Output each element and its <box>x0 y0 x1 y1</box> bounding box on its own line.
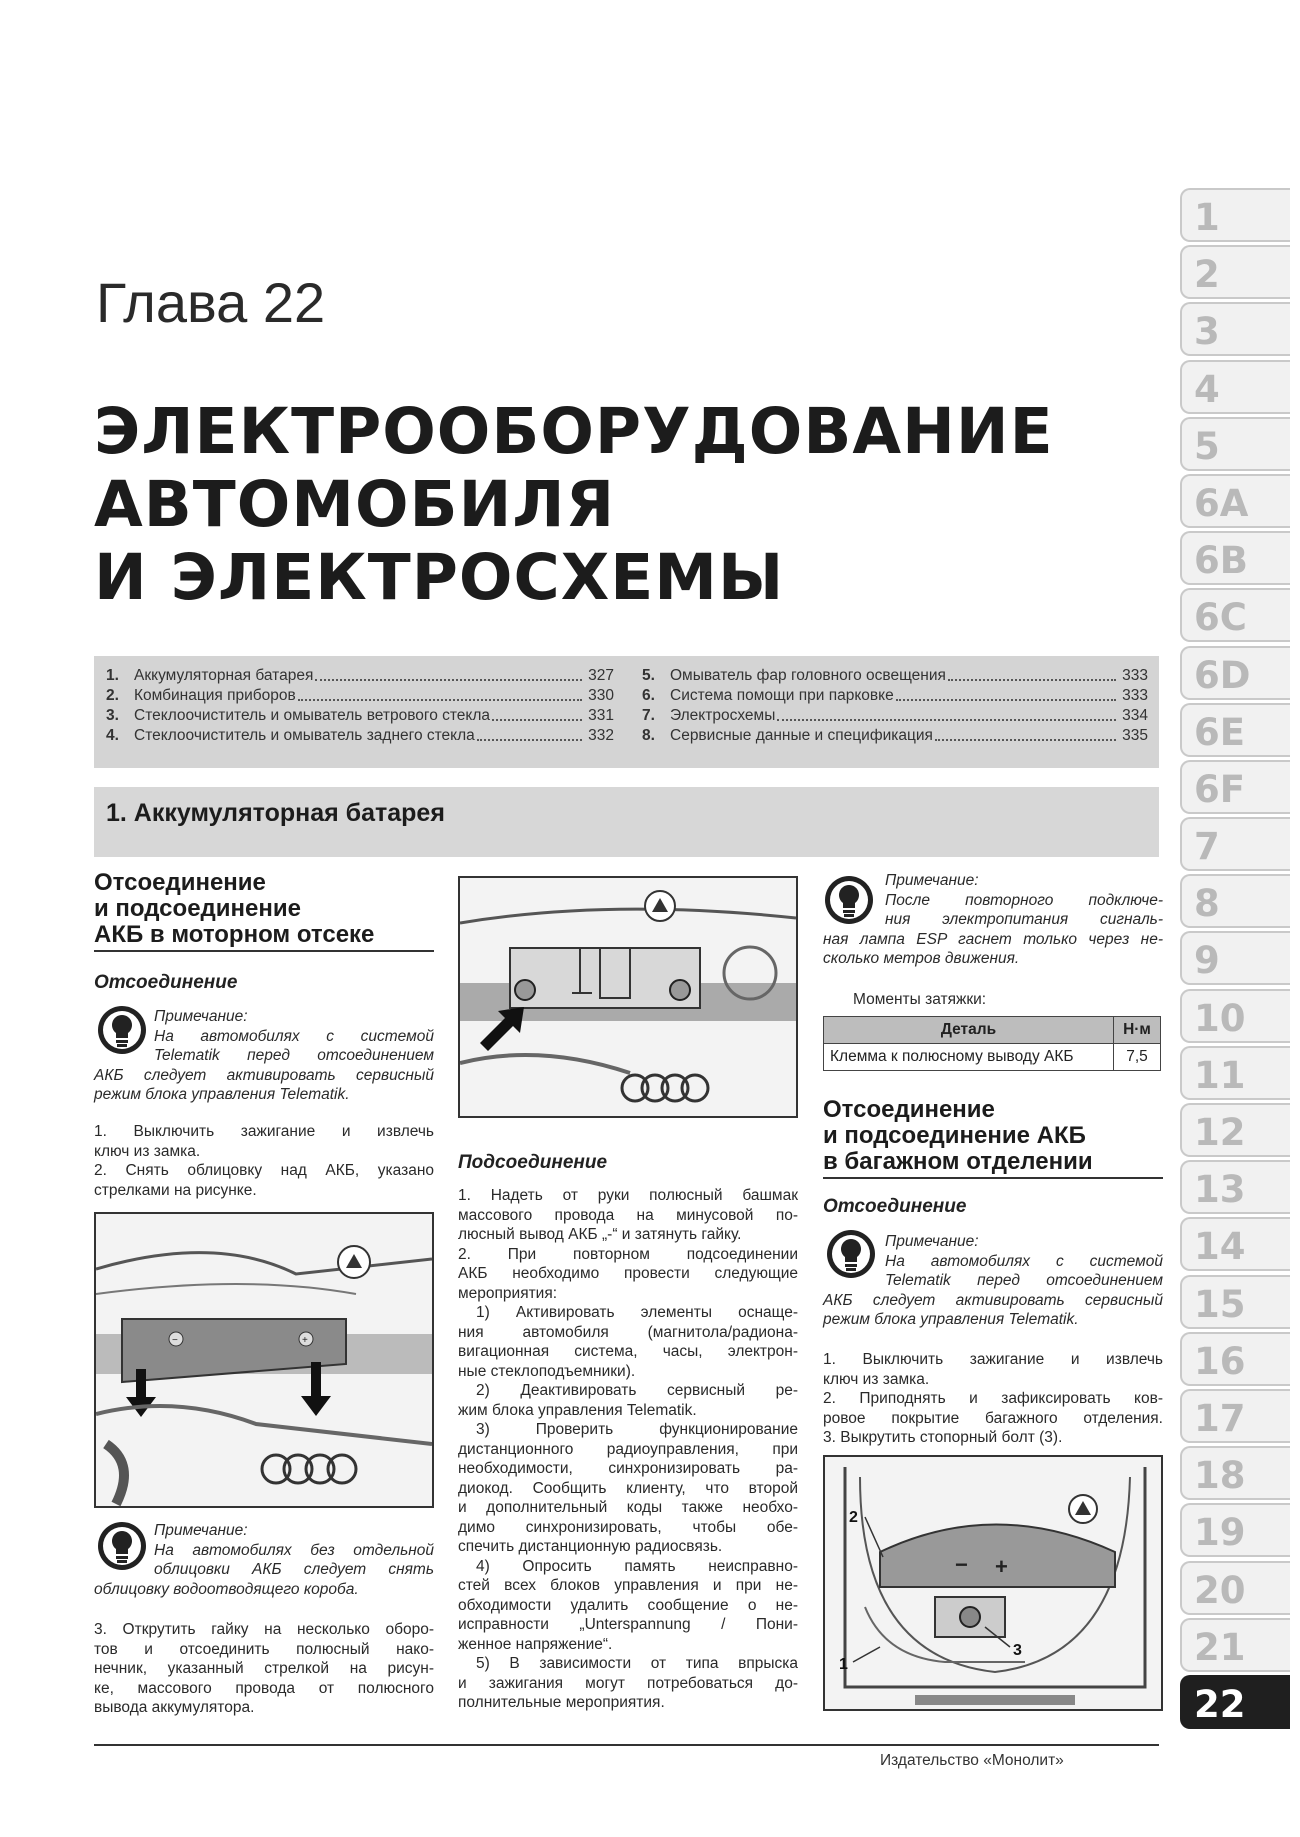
svg-text:+: + <box>302 1335 308 1346</box>
step-line: 3. Открутить гайку на несколько оборо- <box>94 1621 434 1638</box>
contents-item[interactable] <box>642 686 1148 706</box>
contents-item-number: 3. <box>106 707 119 724</box>
column-header: Н·м <box>1114 1017 1161 1044</box>
contents-item-title: Аккумуляторная батарея <box>134 667 314 684</box>
instruction-line: массового провода на минусовой по- <box>458 1206 798 1224</box>
contents-item-page: 333 <box>1122 687 1148 704</box>
chapter-tab-label: 8 <box>1194 882 1220 926</box>
note-line: На автомобилях с системой <box>885 1252 1163 1270</box>
subheading-disconnect: Отсоединение <box>94 972 238 993</box>
leader-dots <box>477 726 582 741</box>
contents-item-number: 7. <box>642 707 655 724</box>
contents-item-number: 4. <box>106 727 119 744</box>
section-title: 1. Аккумуляторная батарея <box>106 799 445 827</box>
footer-divider <box>94 1744 1159 1746</box>
chapter-tab-label: 18 <box>1194 1454 1246 1498</box>
note-line: АКБ следует активировать сервисный <box>94 1066 434 1084</box>
leader-dots <box>315 666 582 681</box>
leader-dots <box>777 706 1116 721</box>
contents-item-page: 330 <box>588 687 614 704</box>
chapter-tab-4[interactable] <box>1180 360 1290 414</box>
step-line: 2. Снять облицовку над АКБ, указано <box>94 1162 434 1179</box>
contents-item[interactable] <box>106 666 614 686</box>
table-cell: 7,5 <box>1114 1044 1161 1071</box>
chapter-tab-label: 10 <box>1194 996 1246 1040</box>
chapter-contents <box>94 656 1159 768</box>
contents-item-title: Электросхемы <box>670 707 776 724</box>
torque-table <box>823 1016 1161 1071</box>
chapter-tab-label: 20 <box>1194 1568 1246 1612</box>
note-line: облицовки АКБ следует снять <box>154 1561 434 1578</box>
instruction-line: 3) Проверить функционирование <box>476 1421 798 1438</box>
chapter-tab-label: 14 <box>1194 1225 1246 1269</box>
chapter-tab-label: 3 <box>1194 310 1220 354</box>
instruction-line: ния автомобиля (магнитола/радиона- <box>458 1323 798 1341</box>
chapter-tab-2[interactable] <box>1180 245 1290 299</box>
chapter-tab-label: 6E <box>1194 710 1246 754</box>
heading-line: и подсоединение АКБ <box>823 1122 1086 1149</box>
steps-list <box>94 1620 434 1718</box>
chapter-tab-1[interactable] <box>1180 188 1290 242</box>
instruction-line: ные стеклоподъемники). <box>458 1362 636 1380</box>
instruction-line: спечить дистанционную радиосвязь. <box>458 1538 723 1555</box>
step-line: ключ из замка. <box>823 1370 930 1388</box>
contents-item-number: 6. <box>642 687 655 704</box>
instruction-line: жим блока управления Telematik. <box>458 1401 697 1419</box>
chapter-tab-label: 6B <box>1194 539 1248 583</box>
instruction-line: необходимости, синхронизировать ра- <box>458 1460 798 1477</box>
instruction-line: обходимости удалить сообщение о не- <box>458 1596 798 1614</box>
chapter-tab-9[interactable] <box>1180 931 1290 985</box>
instruction-line: АКБ необходимо провести следующие <box>458 1265 798 1282</box>
chapter-tab-7[interactable] <box>1180 817 1290 871</box>
chapter-title-line: И ЭЛЕКТРОСХЕМЫ <box>94 541 785 614</box>
step-line: 1. Выключить зажигание и извлечь <box>823 1351 1163 1368</box>
chapter-tab-20[interactable] <box>1180 1561 1290 1615</box>
chapter-tab-label: 19 <box>1194 1511 1246 1555</box>
note-line: Telematik перед отсоединением <box>885 1272 1163 1289</box>
leader-dots <box>492 706 582 721</box>
table-row <box>824 1044 1161 1071</box>
table-cell: Клемма к полюсному выводу АКБ <box>824 1044 1114 1071</box>
note-line: После повторного подключе- <box>885 891 1163 909</box>
step-line: 2. Приподнять и зафиксировать ков- <box>823 1390 1163 1407</box>
contents-item-title: Сервисные данные и спецификация <box>670 727 933 744</box>
step-line: тов и отсоединить полюсный нако- <box>94 1640 434 1658</box>
chapter-tab-label: 6F <box>1194 767 1246 811</box>
chapter-tab-6f[interactable] <box>1180 760 1290 814</box>
note-head: Примечание: <box>885 1233 979 1250</box>
contents-item-page: 331 <box>588 707 614 724</box>
svg-text:+: + <box>995 1554 1008 1579</box>
chapter-tab-22[interactable] <box>1180 1675 1290 1729</box>
contents-item-number: 2. <box>106 687 119 704</box>
figure-callout: 2 <box>849 1509 858 1526</box>
instruction-line: стей всех блоков управления и при не- <box>458 1577 798 1594</box>
note-telematik-trunk <box>823 1232 1163 1330</box>
note-line: На автомобилях без отдельной <box>154 1541 434 1559</box>
chapter-tab-label: 22 <box>1194 1682 1246 1726</box>
instruction-line: 1. Надеть от руки полюсный башмак <box>458 1187 798 1204</box>
contents-item-page: 334 <box>1122 707 1148 724</box>
heading-engine-bay <box>94 870 434 952</box>
figure-trunk-battery <box>823 1455 1163 1711</box>
torque-caption: Моменты затяжки: <box>853 991 987 1008</box>
note-cover <box>94 1521 434 1599</box>
chapter-tabs <box>1180 188 1290 1732</box>
subheading-connect: Подсоединение <box>458 1152 608 1173</box>
chapter-tab-15[interactable] <box>1180 1275 1290 1329</box>
chapter-tab-3[interactable] <box>1180 302 1290 356</box>
chapter-tab-18[interactable] <box>1180 1446 1290 1500</box>
heading-line: и подсоединение <box>94 895 301 922</box>
subheading-disconnect-trunk: Отсоединение <box>823 1196 967 1217</box>
instruction-line: исправности „Unterspannung / Пони- <box>458 1616 798 1633</box>
chapter-tab-label: 16 <box>1194 1339 1246 1383</box>
contents-column-left <box>106 666 614 746</box>
contents-item[interactable] <box>642 666 1148 686</box>
step-line: нечник, указанный стрелкой на рисун- <box>94 1660 434 1677</box>
note-line: На автомобилях с системой <box>154 1027 434 1045</box>
contents-item-title: Система помощи при парковке <box>670 687 894 704</box>
instruction-line: вигационная система, часы, электрон- <box>458 1343 798 1360</box>
contents-item[interactable] <box>642 706 1148 726</box>
chapter-tab-6a[interactable] <box>1180 474 1290 528</box>
chapter-tab-label: 6A <box>1194 481 1249 525</box>
heading-line: Отсоединение <box>823 1096 995 1123</box>
chapter-tab-19[interactable] <box>1180 1503 1290 1557</box>
steps-list <box>823 1350 1163 1448</box>
contents-column-right <box>642 666 1148 746</box>
chapter-tab-5[interactable] <box>1180 417 1290 471</box>
contents-item-title: Комбинация приборов <box>134 687 296 704</box>
leader-dots <box>948 666 1116 681</box>
heading-line: Отсоединение <box>94 869 266 896</box>
figure-battery-cover <box>94 1212 434 1508</box>
contents-item-page: 327 <box>588 667 614 684</box>
step-line: стрелками на рисунке. <box>94 1181 257 1199</box>
note-line: сколько метров движения. <box>823 950 1020 967</box>
svg-text:−: − <box>172 1335 178 1346</box>
figure-battery-terminals <box>458 876 798 1118</box>
note-line: АКБ следует активировать сервисный <box>823 1291 1163 1309</box>
heading-line: АКБ в моторном отсеке <box>94 921 375 948</box>
contents-item[interactable] <box>106 706 614 726</box>
instruction-line: полнительные мероприятия. <box>458 1694 665 1711</box>
leader-dots <box>896 686 1116 701</box>
chapter-tab-8[interactable] <box>1180 874 1290 928</box>
instruction-line: 1) Активировать элементы оснаще- <box>476 1304 798 1321</box>
connect-instructions <box>458 1186 798 1713</box>
instruction-line: и зажигания могут потребоваться до- <box>458 1674 798 1692</box>
contents-item[interactable] <box>642 726 1148 746</box>
step-line: вывода аккумулятора. <box>94 1699 255 1716</box>
chapter-label: Глава 22 <box>96 271 326 334</box>
section-header <box>94 787 1159 857</box>
chapter-tab-14[interactable] <box>1180 1217 1290 1271</box>
figure-callout: 3 <box>1013 1642 1022 1659</box>
instruction-line: 2. При повторном подсоединении <box>458 1245 798 1263</box>
heading-line: в багажном отделении <box>823 1148 1093 1175</box>
leader-dots <box>935 726 1116 741</box>
chapter-tab-label: 1 <box>1194 196 1220 239</box>
step-line: ключ из замка. <box>94 1142 201 1160</box>
note-line: режим блока управления Telematik. <box>94 1086 350 1103</box>
step-line: 3. Выкрутить стопорный болт (3). <box>823 1429 1063 1446</box>
instruction-line: дистанционного радиоуправления, при <box>458 1440 798 1458</box>
contents-item[interactable] <box>106 686 614 706</box>
contents-item-page: 335 <box>1122 727 1148 744</box>
note-head: Примечание: <box>154 1008 248 1025</box>
chapter-tab-label: 21 <box>1194 1625 1246 1669</box>
heading-trunk <box>823 1097 1163 1179</box>
contents-item-title: Стеклоочиститель и омыватель заднего стекла <box>134 727 475 744</box>
instruction-line: люсный вывод АКБ „-“ и затянуть гайку. <box>458 1226 742 1243</box>
contents-item-number: 5. <box>642 667 655 684</box>
chapter-tab-21[interactable] <box>1180 1618 1290 1672</box>
step-line: ровое покрытие багажного отделения. <box>823 1409 1163 1427</box>
chapter-tab-6d[interactable] <box>1180 646 1290 700</box>
instruction-line: мероприятия: <box>458 1284 558 1302</box>
chapter-tab-label: 12 <box>1194 1111 1246 1154</box>
chapter-tab-11[interactable] <box>1180 1046 1290 1100</box>
contents-item-title: Омыватель фар головного освещения <box>670 667 946 684</box>
chapter-tab-label: 9 <box>1194 939 1220 983</box>
chapter-tab-17[interactable] <box>1180 1389 1290 1443</box>
chapter-tab-6b[interactable] <box>1180 531 1290 585</box>
svg-text:−: − <box>955 1552 968 1577</box>
publisher: Издательство «Монолит» <box>880 1752 1064 1769</box>
contents-item-page: 333 <box>1122 667 1148 684</box>
note-line: режим блока управления Telematik. <box>823 1311 1079 1328</box>
table-header-row <box>824 1017 1161 1044</box>
note-telematik <box>94 1007 434 1105</box>
chapter-tab-6e[interactable] <box>1180 703 1290 757</box>
step-line: 1. Выключить зажигание и извлечь <box>94 1123 434 1140</box>
chapter-tab-label: 11 <box>1194 1053 1246 1097</box>
contents-item-page: 332 <box>588 727 614 744</box>
column-header: Деталь <box>824 1017 1114 1044</box>
contents-item-number: 1. <box>106 667 119 684</box>
note-head: Примечание: <box>885 872 979 889</box>
chapter-tab-16[interactable] <box>1180 1332 1290 1386</box>
step-line: ке, массового провода от полюсного <box>94 1679 434 1697</box>
instruction-line: 5) В зависимости от типа впрыска <box>476 1655 798 1672</box>
instruction-line: 2) Деактивировать сервисный ре- <box>476 1382 798 1399</box>
contents-item-number: 8. <box>642 727 655 744</box>
chapter-tab-12[interactable] <box>1180 1103 1290 1157</box>
leader-dots <box>298 686 582 701</box>
chapter-tab-label: 13 <box>1194 1168 1246 1212</box>
contents-item-title: Стеклоочиститель и омыватель ветрового стекла <box>134 707 491 724</box>
chapter-title-line: АВТОМОБИЛЯ <box>94 468 616 541</box>
chapter-tab-label: 5 <box>1194 424 1220 468</box>
note-line: ная лампа ESP гаснет только через не- <box>823 930 1163 948</box>
chapter-tab-label: 4 <box>1194 367 1220 411</box>
chapter-tab-13[interactable] <box>1180 1160 1290 1214</box>
contents-item[interactable] <box>106 726 614 746</box>
chapter-tab-label: 17 <box>1194 1396 1246 1440</box>
chapter-tab-label: 2 <box>1194 253 1220 297</box>
instruction-line: женное напряжение“. <box>458 1635 613 1653</box>
chapter-tab-10[interactable] <box>1180 989 1290 1043</box>
chapter-tab-label: 6D <box>1194 653 1251 697</box>
figure-callout: 1 <box>839 1656 848 1673</box>
chapter-tab-6c[interactable] <box>1180 588 1290 642</box>
note-line: ния электропитания сигналь- <box>885 911 1163 928</box>
chapter-title-line: ЭЛЕКТРООБОРУДОВАНИЕ <box>94 395 1054 468</box>
chapter-tab-label: 6C <box>1194 596 1247 640</box>
chapter-tab-label: 15 <box>1194 1282 1246 1326</box>
note-line: Telematik перед отсоединением <box>154 1047 434 1064</box>
steps-list <box>94 1122 434 1200</box>
instruction-line: диокод. Сообщить клиенту, что второй <box>458 1479 798 1497</box>
instruction-line: и дополнительный коды также необхо- <box>458 1499 798 1516</box>
instruction-line: димо синхронизировать, чтобы обе- <box>458 1518 798 1536</box>
note-head: Примечание: <box>154 1522 248 1539</box>
note-esp <box>823 871 1163 969</box>
chapter-title <box>94 395 1054 614</box>
instruction-line: 4) Опросить память неисправно- <box>476 1557 798 1575</box>
note-line: облицовку водоотводящего короба. <box>94 1580 359 1598</box>
chapter-tab-label: 7 <box>1194 825 1220 869</box>
